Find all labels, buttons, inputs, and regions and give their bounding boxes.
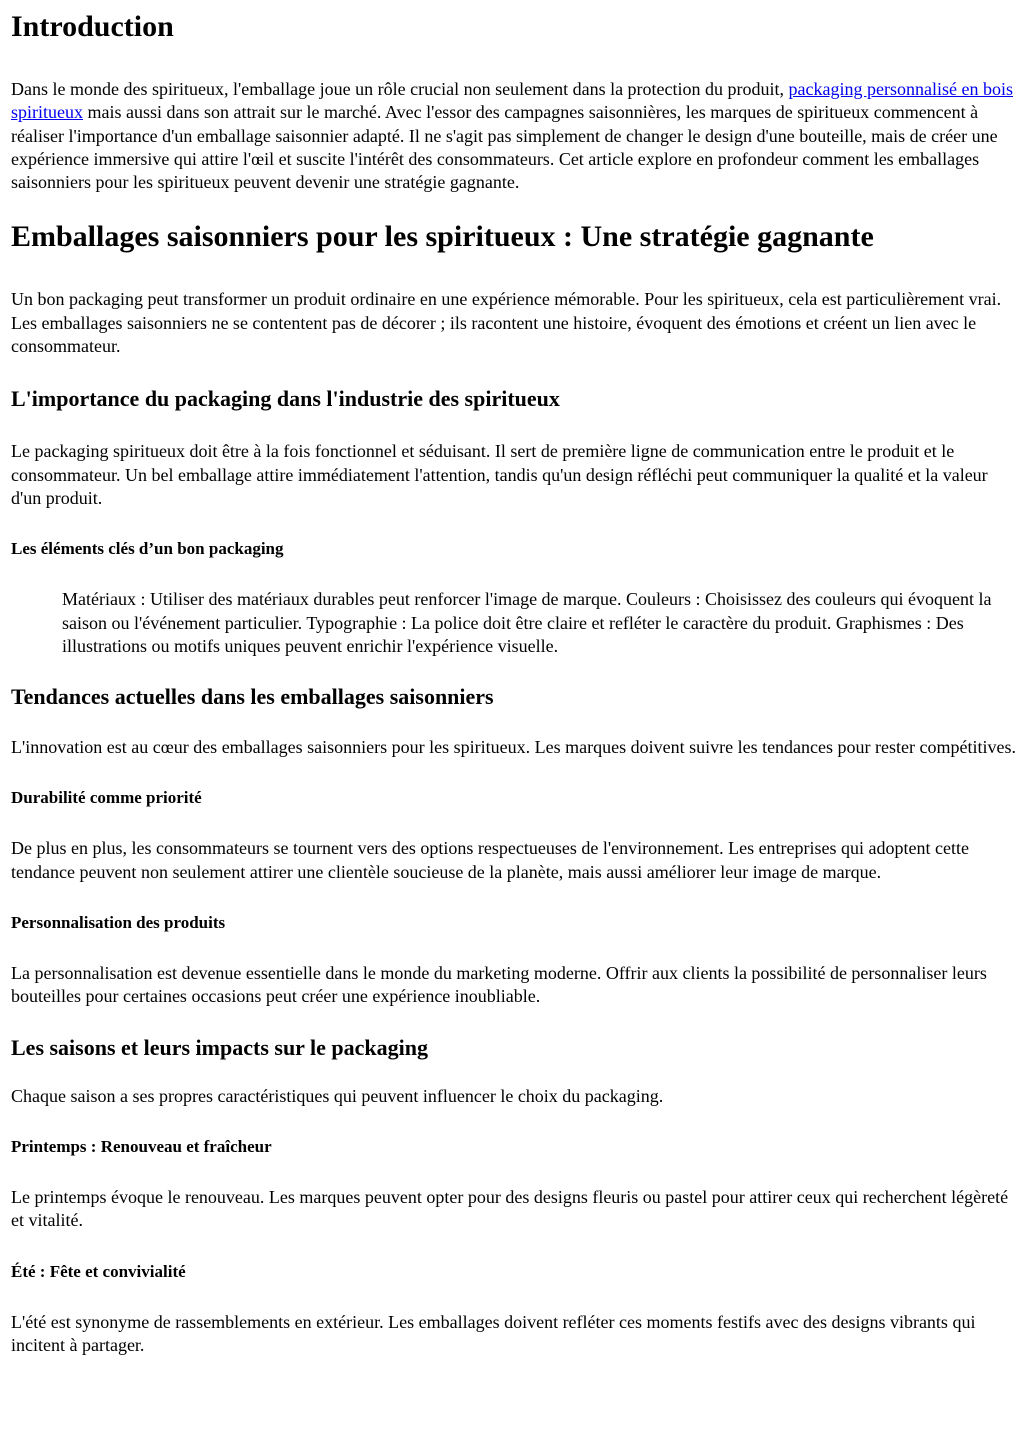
paragraph-ete: L'été est synonyme de rassemblements en extérieur. Les emballages doivent refléter ces moments festifs avec des designs vibrants qui incitent à partager. bbox=[11, 1311, 976, 1355]
paragraph-tendances-actuelles: L'innovation est au cœur des emballages saisonniers pour les spiritueux. Les marques doivent suivre les tendances pour rester compétitives. bbox=[11, 737, 1016, 758]
paragraph-introduction-end: mais aussi dans son attrait sur le marché. Avec l'essor des campagnes saisonnières, les marques de spiritueux commencent à réaliser l'importance d'un emballage saisonnier adapté. Il ne s'agit pas simplement de changer le design d'une bouteille, mais de créer une expérience immersive qui attire l'œil et suscite l'intérêt des consommateurs. Cet article explore en profondeur comment les emballages saisonniers pour les spiritueux peuvent devenir une stratégie gagnante. bbox=[11, 102, 998, 193]
heading-elements-cles: Les éléments clés d’un bon packaging bbox=[11, 539, 284, 559]
heading-tendances-actuelles: Tendances actuelles dans les emballages saisonniers bbox=[11, 684, 494, 710]
paragraph-introduction bbox=[11, 78, 1016, 194]
link-packaging-personnalise[interactable]: packaging personnalisé en bois spiritueux bbox=[11, 79, 1013, 123]
heading-ete: Été : Fête et convivialité bbox=[11, 1261, 186, 1281]
paragraph-importance-packaging: Le packaging spiritueux doit être à la fois fonctionnel et séduisant. Il sert de première ligne de communication entre le produit et le consommateur. Un bel emballage attire immédiatement l'attention, tandis qu'un design réfléchi peut communiquer la qualité et la valeur d'un produit. bbox=[11, 441, 988, 508]
heading-introduction: Introduction bbox=[11, 10, 174, 43]
heading-printemps: Printemps : Renouveau et fraîcheur bbox=[11, 1136, 272, 1156]
paragraph-saisons-impacts: Chaque saison a ses propres caractéristiques qui peuvent influencer le choix du packaging. bbox=[11, 1085, 664, 1106]
paragraph-strategie-gagnante: Un bon packaging peut transformer un produit ordinaire en une expérience mémorable. Pour les spiritueux, cela est particulièrement vrai. Les emballages saisonniers ne se contentent pas de décorer ; ils racontent une histoire, évoquent des émotions et créent un lien avec le consommateur. bbox=[11, 289, 1002, 357]
heading-personnalisation: Personnalisation des produits bbox=[11, 913, 226, 933]
blockquote-elements-cles: Matériaux : Utiliser des matériaux durables peut renforcer l'image de marque. Couleurs : Choisissez des couleurs qui évoquent la saison ou l'événement particulier. Typographie : La police doit être claire et refléter le caractère du produit. Graphismes : Des illustrations ou motifs uniques peuvent enrichir l'expérience visuelle. bbox=[62, 589, 992, 656]
paragraph-printemps: Le printemps évoque le renouveau. Les marques peuvent opter pour des designs fleuris ou pastel pour attirer ceux qui recherchent légèreté et vitalité. bbox=[11, 1186, 1009, 1231]
paragraph-durabilite: De plus en plus, les consommateurs se tournent vers des options respectueuses de l'environnement. Les entreprises qui adoptent cette tendance peuvent non seulement attirer une clientèle soucieuse de la planète, mais aussi améliorer leur image de marque. bbox=[11, 838, 969, 882]
paragraph-personnalisation: La personnalisation est devenue essentielle dans le monde du marketing moderne. Offrir aux clients la possibilité de personnaliser leurs bouteilles pour certaines occasions peut créer une expérience inoubliable. bbox=[11, 963, 987, 1007]
heading-saisons-impacts: Les saisons et leurs impacts sur le packaging bbox=[11, 1034, 429, 1060]
article bbox=[0, 10, 1024, 1357]
heading-durabilite: Durabilité comme priorité bbox=[11, 788, 202, 808]
heading-importance-packaging: L'importance du packaging dans l'industrie des spiritueux bbox=[11, 386, 560, 412]
paragraph-introduction-start: Dans le monde des spiritueux, l'emballage joue un rôle crucial non seulement dans la protection du produit, bbox=[11, 79, 789, 99]
heading-strategie-gagnante: Emballages saisonniers pour les spiritueux : Une stratégie gagnante bbox=[11, 220, 874, 254]
